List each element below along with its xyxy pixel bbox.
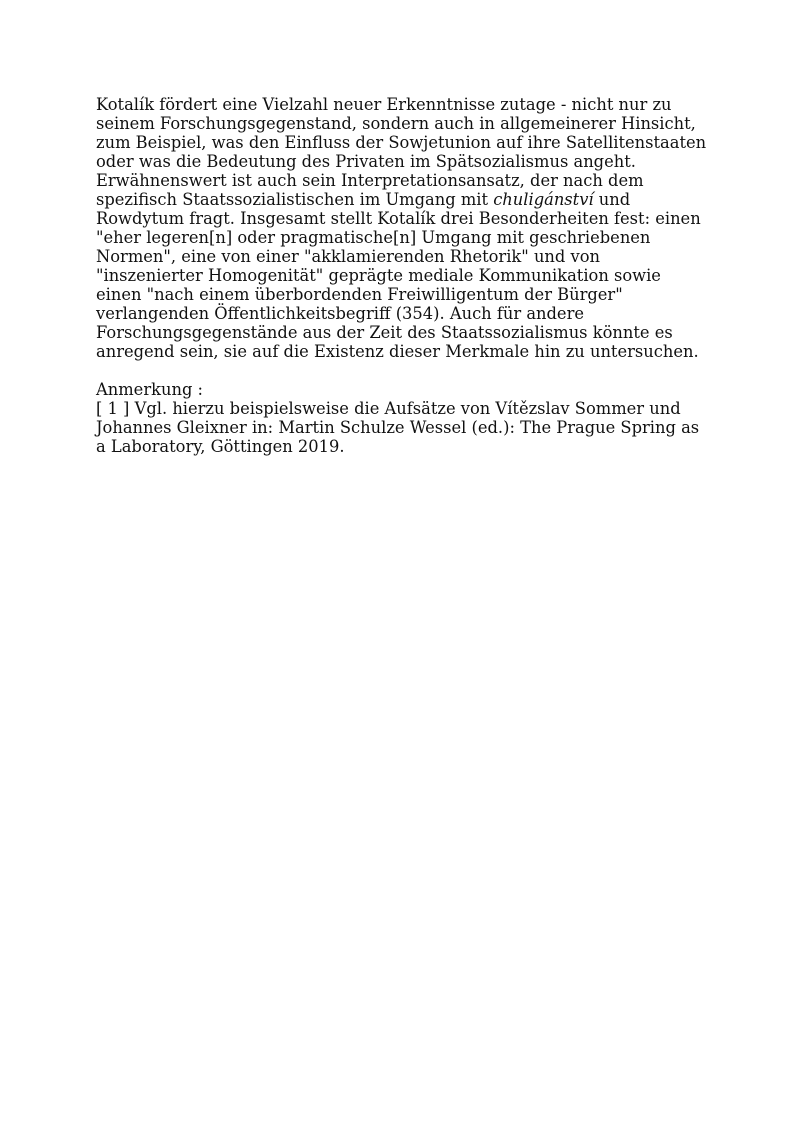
body-paragraph bbox=[96, 95, 716, 361]
text-line: "eher legeren[n] oder pragmatische[n] Umgang mit geschriebenen bbox=[96, 228, 651, 247]
footnotes-section bbox=[96, 380, 716, 456]
text-line: Erwähnenswert ist auch sein Interpretationsansatz, der nach dem bbox=[96, 171, 644, 190]
text-line: einen "nach einem überbordenden Freiwilligentum der Bürger" bbox=[96, 285, 623, 304]
footnote-line: a Laboratory, Göttingen 2019. bbox=[96, 437, 345, 456]
text-segment: spezifisch Staatssozialistischen im Umgang mit bbox=[96, 190, 494, 209]
italic-term: chuligánství bbox=[493, 190, 594, 209]
text-line: Forschungsgegenstände aus der Zeit des Staatssozialismus könnte es bbox=[96, 323, 673, 342]
paragraph-gap bbox=[96, 361, 716, 380]
footnote-line: [ 1 ] Vgl. hierzu beispielsweise die Aufsätze von Vítězslav Sommer und bbox=[96, 399, 681, 418]
text-line bbox=[96, 190, 716, 209]
document-page bbox=[96, 95, 716, 456]
text-segment: und bbox=[593, 190, 631, 209]
text-line: verlangenden Öffentlichkeitsbegriff (354). Auch für andere bbox=[96, 304, 584, 323]
footnotes-heading: Anmerkung : bbox=[96, 380, 204, 399]
text-line: seinem Forschungsgegenstand, sondern auch in allgemeinerer Hinsicht, bbox=[96, 114, 696, 133]
text-line: anregend sein, sie auf die Existenz dieser Merkmale hin zu untersuchen. bbox=[96, 342, 699, 361]
text-line: Rowdytum fragt. Insgesamt stellt Kotalík drei Besonderheiten fest: einen bbox=[96, 209, 701, 228]
text-line: oder was die Bedeutung des Privaten im Spätsozialismus angeht. bbox=[96, 152, 636, 171]
text-line: Kotalík fördert eine Vielzahl neuer Erkenntnisse zutage - nicht nur zu bbox=[96, 95, 672, 114]
text-line: Normen", eine von einer "akklamierenden Rhetorik" und von bbox=[96, 247, 600, 266]
footnote-line: Johannes Gleixner in: Martin Schulze Wessel (ed.): The Prague Spring as bbox=[96, 418, 700, 437]
text-line: zum Beispiel, was den Einfluss der Sowjetunion auf ihre Satellitenstaaten bbox=[96, 133, 707, 152]
text-line: "inszenierter Homogenität" geprägte mediale Kommunikation sowie bbox=[96, 266, 661, 285]
